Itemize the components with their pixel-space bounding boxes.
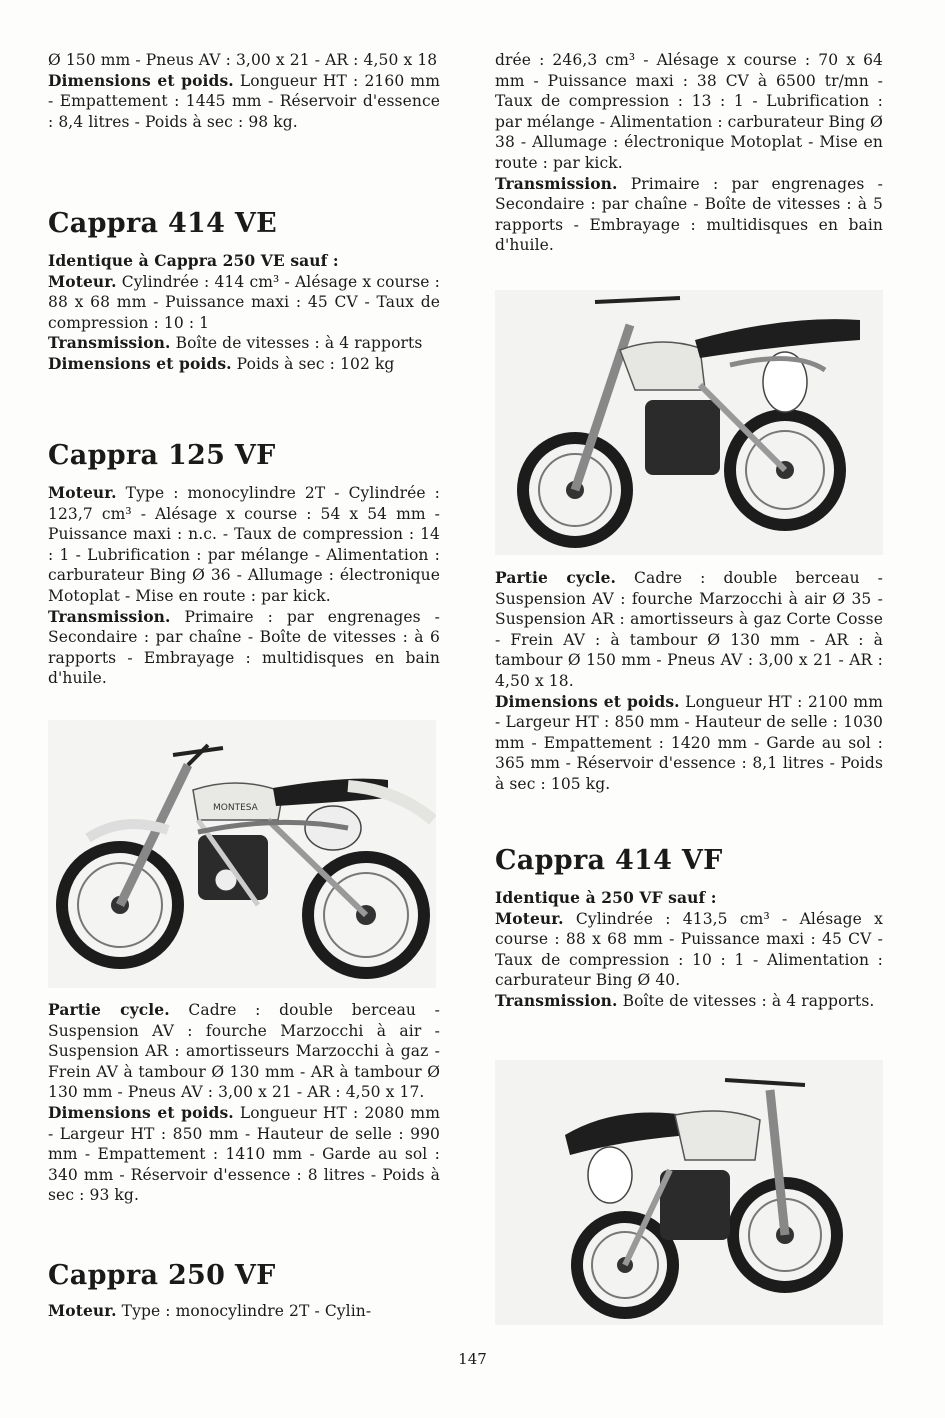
transmission-text-414ve: Boîte de vitesses : à 4 rapports bbox=[170, 334, 423, 353]
transmission-label-414vf: Transmission. bbox=[495, 990, 618, 1010]
page-number: 147 bbox=[458, 1350, 487, 1368]
motorcycle-illustration-250vf bbox=[495, 290, 883, 555]
transmission-label-125vf: Transmission. bbox=[48, 606, 171, 626]
section-250vf bbox=[48, 1260, 440, 1322]
intro-dim-label: Dimensions et poids. bbox=[48, 70, 234, 90]
identity-note-414vf: Identique à 250 VF sauf : bbox=[495, 888, 717, 907]
engine-label-414ve: Moteur. bbox=[48, 271, 117, 291]
intro-paragraph bbox=[48, 50, 440, 132]
motorcycle-illustration bbox=[48, 720, 436, 988]
transmission-text-250vf: Primaire : par engrenages - Secondaire : par chaîne - Boîte de vitesses : à 5 rapports - Embrayage : multidisques en bain d'huile. bbox=[495, 174, 883, 255]
dim-label-250vf: Dimensions et poids. bbox=[495, 691, 680, 711]
engine-label-414vf: Moteur. bbox=[495, 908, 564, 928]
cycle-label-250vf: Partie cycle. bbox=[495, 568, 617, 587]
cycle-label-125vf: Partie cycle. bbox=[48, 1000, 170, 1019]
motorcycle-photo-125vf bbox=[48, 720, 436, 988]
section-title-414vf: Cappra 414 VF bbox=[495, 845, 723, 876]
paragraph-250vf-engine-start bbox=[48, 1301, 440, 1322]
dim-text-125vf: Longueur HT : 2080 mm - Largeur HT : 850 mm - Hauteur de selle : 990 mm - Empattement : 1410 mm - Garde au sol : 340 mm - Réservoir d'essence : 8 litres - Poids à sec : 93 kg. bbox=[48, 1103, 440, 1205]
engine-label-250vf: Moteur. bbox=[48, 1301, 117, 1320]
transmission-text-414vf: Boîte de vitesses : à 4 rapports. bbox=[617, 991, 875, 1010]
identity-note-414ve: Identique à Cappra 250 VE sauf : bbox=[48, 251, 339, 270]
cycle-text-250vf: Cadre : double berceau - Suspension AV : fourche Marzocchi à air Ø 35 - Suspension AR : amortisseurs à gaz Corte Cosse - Frein AV : à tambour Ø 130 mm - AR : à tambour Ø 150 mm - Pneus AV : 3,00 x 21 - AR : 4,50 x 18. bbox=[495, 569, 883, 690]
dim-label-414ve: Dimensions et poids. bbox=[48, 353, 232, 373]
transmission-label-414ve: Transmission. bbox=[48, 333, 171, 353]
intro-dim-text: Longueur HT : 2160 mm - Empattement : 1445 mm - Réservoir d'essence : 8,4 litres - Poids à sec : 98 kg. bbox=[48, 71, 440, 131]
paragraph-250vf-continued bbox=[495, 50, 883, 256]
transmission-text-125vf: Primaire : par engrenages - Secondaire : par chaîne - Boîte de vitesses : à 6 rapports - Embrayage : multidisques en bain d'huile. bbox=[48, 607, 440, 688]
left-column bbox=[48, 50, 440, 132]
intro-tyres: Ø 150 mm - Pneus AV : 3,00 x 21 - AR : 4,50 x 18 bbox=[48, 51, 438, 69]
paragraph-250vf-cycle bbox=[495, 568, 883, 795]
engine-text-250vf-continued: drée : 246,3 cm³ - Alésage x course : 70 x 64 mm - Puissance maxi : 38 CV à 6500 tr/mn - Taux de compression : 13 : 1 - Lubrification : par mélange - Alimentation : carburateur Bing Ø 38 - Allumage : électronique Motoplat - Mise en route : par kick. bbox=[495, 51, 883, 172]
section-title-125vf: Cappra 125 VF bbox=[48, 440, 276, 471]
paragraph-414ve bbox=[48, 251, 440, 375]
dim-text-414ve: Poids à sec : 102 kg bbox=[231, 354, 395, 373]
section-125vf bbox=[48, 440, 440, 689]
paragraph-414vf bbox=[495, 888, 883, 1012]
engine-text-250vf-start: Type : monocylindre 2T - Cylin- bbox=[116, 1302, 372, 1320]
tank-logo-text: MONTESA bbox=[213, 803, 258, 813]
motorcycle-illustration-414vf bbox=[495, 1060, 883, 1325]
section-414vf bbox=[495, 845, 883, 1012]
dim-label-125vf: Dimensions et poids. bbox=[48, 1102, 234, 1122]
motorcycle-photo-250vf bbox=[495, 290, 883, 555]
section-414ve bbox=[48, 208, 440, 375]
engine-text-414vf: Cylindrée : 413,5 cm³ - Alésage x course : 88 x 68 mm - Puissance maxi : 45 CV - Taux de compression : 10 : 1 - Alimentation : carburateur Bing Ø 40. bbox=[495, 909, 883, 990]
transmission-label-250vf: Transmission. bbox=[495, 173, 618, 193]
section-125vf-cycle bbox=[48, 1000, 440, 1206]
engine-label-125vf: Moteur. bbox=[48, 483, 117, 502]
paragraph-125vf-engine bbox=[48, 483, 440, 689]
section-title-250vf: Cappra 250 VF bbox=[48, 1260, 276, 1291]
cycle-text-125vf: Cadre : double berceau - Suspension AV : fourche Marzocchi à air - Suspension AR : amortisseurs Marzocchi à gaz - Frein AV à tambour Ø 130 mm - AR à tambour Ø 130 mm - Pneus AV : 3,00 x 21 - AR : 4,50 x 17. bbox=[48, 1001, 440, 1102]
dim-text-250vf: Longueur HT : 2100 mm - Largeur HT : 850 mm - Hauteur de selle : 1030 mm - Empattement : 1420 mm - Garde au sol : 365 mm - Réservoir d'essence : 8,1 litres - Poids à sec : 105 kg. bbox=[495, 692, 883, 793]
right-column bbox=[495, 50, 883, 256]
engine-text-414ve: Cylindrée : 414 cm³ - Alésage x course : 88 x 68 mm - Puissance maxi : 45 CV - Taux de compression : 10 : 1 bbox=[48, 272, 440, 332]
section-250vf-cycle bbox=[495, 568, 883, 795]
section-title-414ve: Cappra 414 VE bbox=[48, 208, 278, 239]
motorcycle-photo-414vf bbox=[495, 1060, 883, 1325]
paragraph-125vf-cycle bbox=[48, 1000, 440, 1206]
engine-text-125vf: Type : monocylindre 2T - Cylindrée : 123,7 cm³ - Alésage x course : 54 x 54 mm - Puissance maxi : n.c. - Taux de compression : 14 : 1 - Lubrification : par mélange - Alimentation : carburateur Bing Ø 36 - Allumage : électronique Motoplat - Mise en route : par kick. bbox=[48, 484, 440, 605]
